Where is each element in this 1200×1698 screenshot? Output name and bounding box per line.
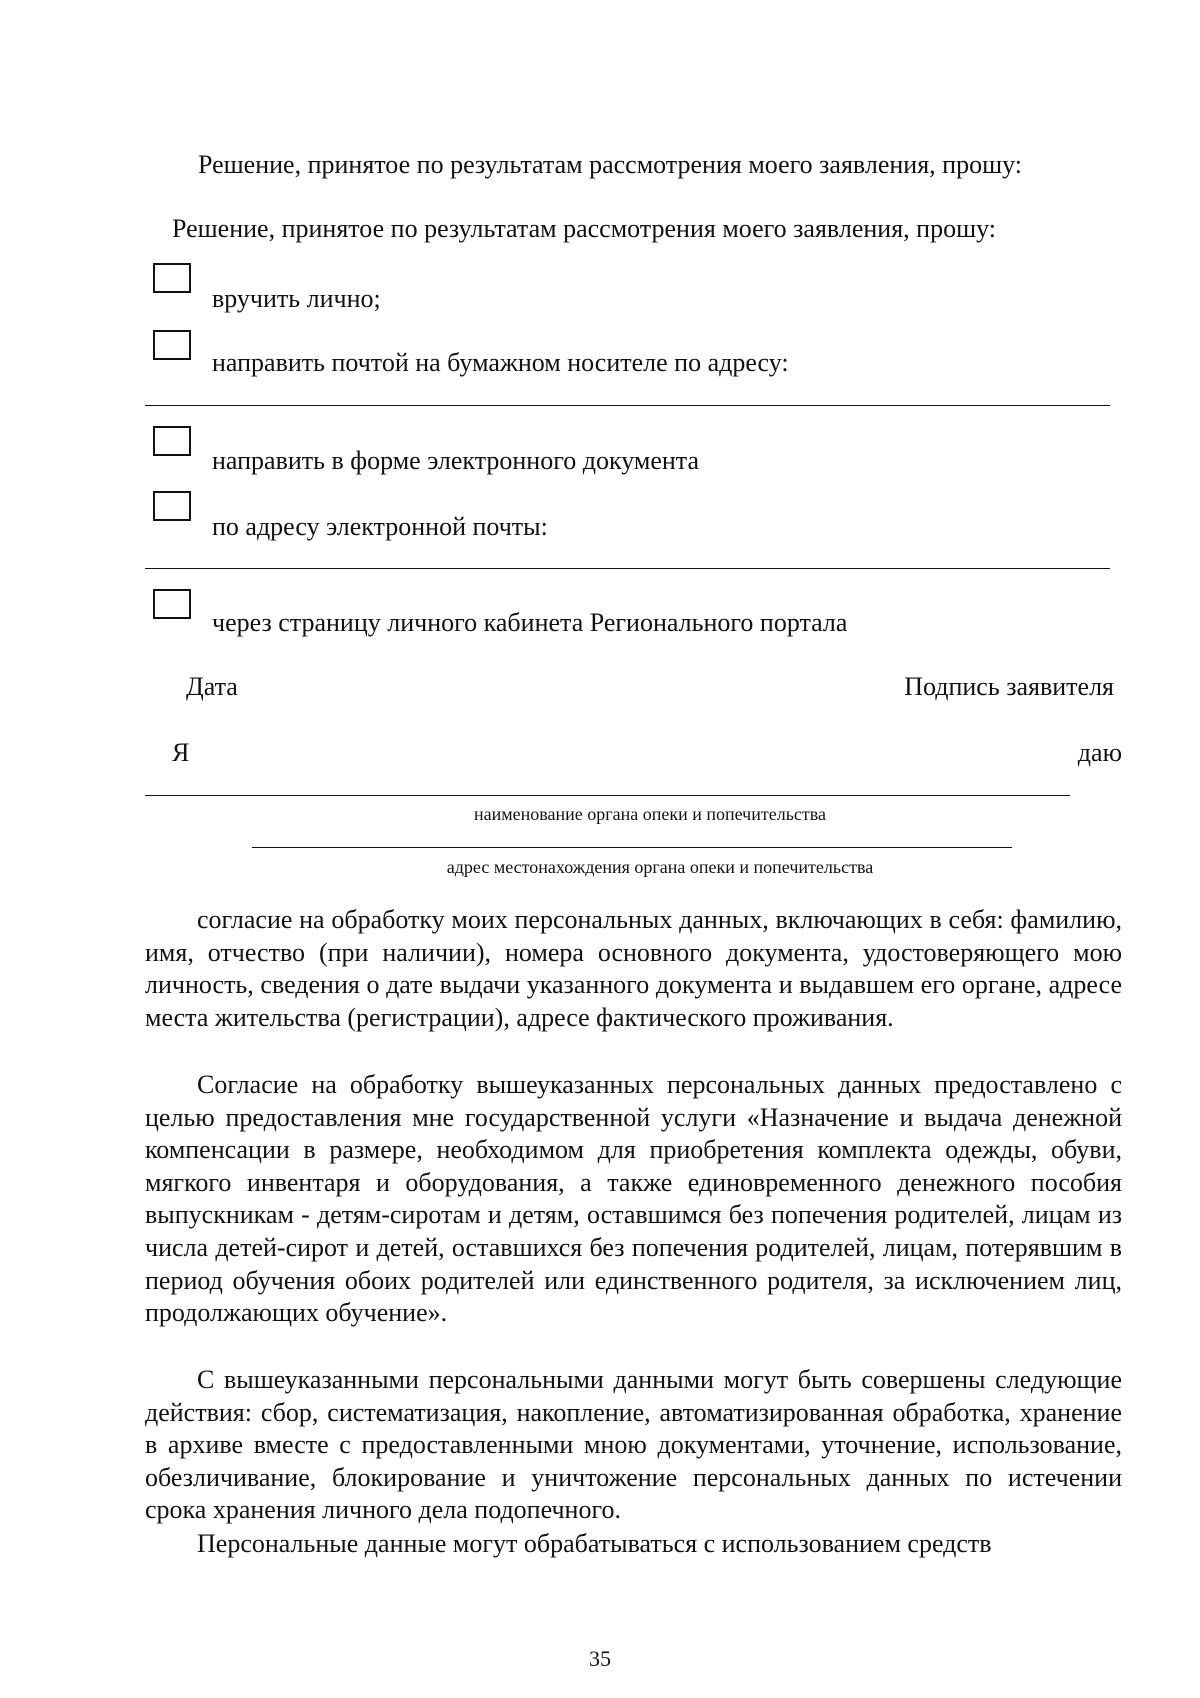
checkbox-electronic-document[interactable] bbox=[153, 426, 191, 456]
actions-paragraph bbox=[145, 1364, 1122, 1527]
authority-address-caption: адрес местонахождения органа опеки и попечительства bbox=[446, 857, 874, 877]
option-label: через страницу личного кабинета Регионального портала bbox=[212, 608, 848, 637]
checkbox-deliver-personally[interactable] bbox=[153, 263, 191, 293]
email-address-line bbox=[145, 568, 1110, 569]
option-label: вручить лично; bbox=[212, 284, 381, 313]
checkbox-postal-delivery[interactable] bbox=[153, 330, 191, 360]
checkbox-personal-cabinet[interactable] bbox=[153, 589, 191, 619]
actions-paragraph-text: С вышеуказанными персональными данными могут быть совершены следующие действия: сбор, систематизация, накопление, автоматизированная обработка, хранение в архиве вместе с предоставленными мною документами, уточнение, использование, обезличивание, блокирование и уничтожение персональных данных по истечении срока хранения личного дела подопечного. bbox=[145, 1365, 1122, 1525]
option-label: направить почтой на бумажном носителе по адресу: bbox=[212, 348, 789, 377]
signature-label: Подпись заявителя bbox=[904, 672, 1114, 701]
consent-paragraph bbox=[145, 904, 1122, 1034]
processing-paragraph-text: Персональные данные могут обрабатываться с использованием средств bbox=[197, 1529, 992, 1558]
purpose-paragraph bbox=[145, 1069, 1122, 1330]
purpose-paragraph-text: Согласие на обработку вышеуказанных персональных данных предоставлено с целью предоставления мне государственной услуги «Назначение и выдача денежной компенсации в размере, необходимом для приобретения комплекта одежды, обуви, мягкого инвентаря и оборудования, а также единовременного денежного пособия выпускникам - детям-сиротам и детям, оставшимся без попечения родителей, лицам из числа детей-сирот и детей, оставшихся без попечения родителей, лицам, потерявшим в период обучения обоих родителей или единственного родителя, за исключением лиц, продолжающих обучение». bbox=[145, 1070, 1122, 1328]
authority-name-line bbox=[145, 795, 1070, 796]
postal-address-line bbox=[145, 405, 1110, 406]
option-label: по адресу электронной почты: bbox=[212, 512, 548, 541]
heading: Решение, принятое по результатам рассмотрения моего заявления, прошу: bbox=[172, 214, 996, 243]
authority-address-line bbox=[252, 847, 1012, 848]
checkbox-email[interactable] bbox=[153, 491, 191, 521]
date-label: Дата bbox=[186, 672, 238, 701]
consent-give: даю bbox=[1077, 738, 1122, 767]
consent-paragraph-text: согласие на обработку моих персональных данных, включающих в себя: фамилию, имя, отчество (при наличии), номера основного документа, удостоверяющего мою личность, сведения о дате выдачи указанного документа и выдавшем его органе, адресе места жительства (регистрации), адресе фактического проживания. bbox=[145, 905, 1122, 1032]
consent-start: Я bbox=[172, 738, 190, 767]
option-label: направить в форме электронного документа bbox=[212, 446, 699, 475]
page-number: 35 bbox=[589, 1646, 611, 1671]
authority-name-caption: наименование органа опеки и попечительства bbox=[473, 804, 827, 824]
processing-paragraph bbox=[145, 1528, 1122, 1561]
heading-repeat: Решение, принятое по результатам рассмотрения моего заявления, прошу: bbox=[198, 150, 1022, 179]
